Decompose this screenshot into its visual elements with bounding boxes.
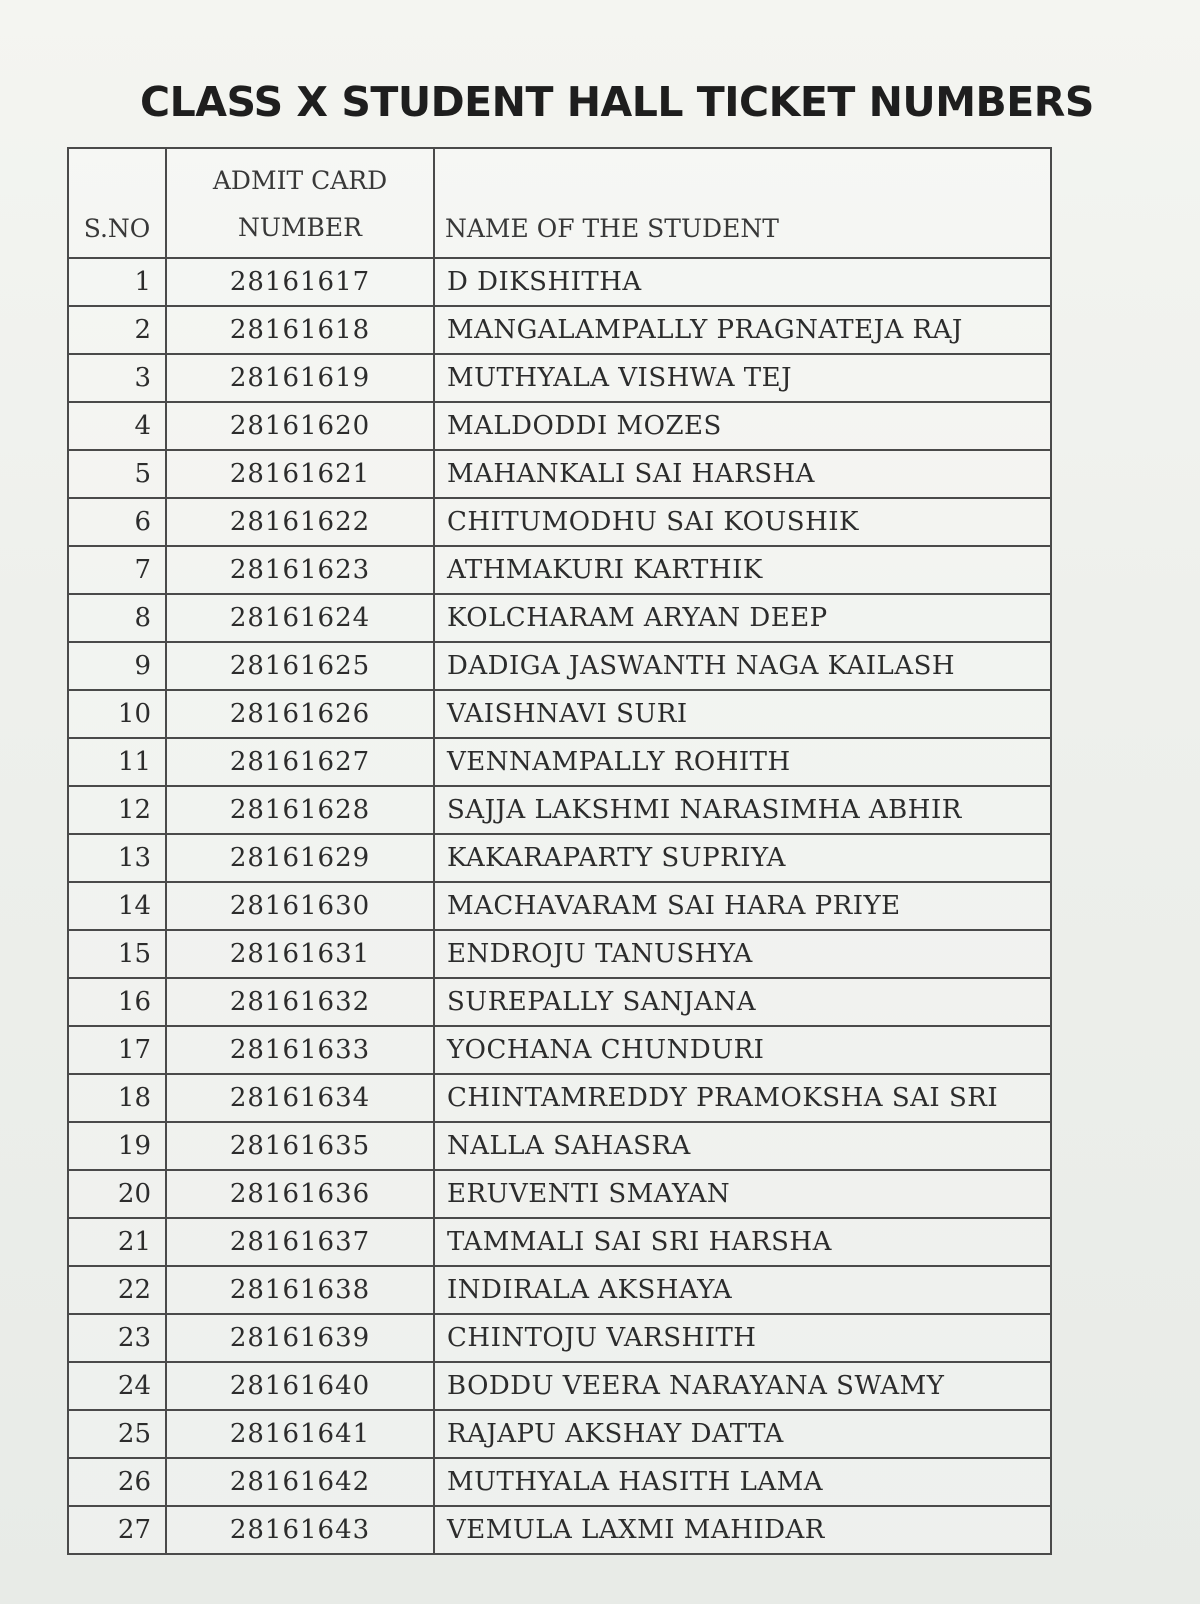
table-row: [68, 258, 1051, 306]
admit-card-number-cell: 28161641: [166, 1410, 434, 1458]
serial-number-cell: 12: [68, 786, 166, 834]
serial-number-cell: 6: [68, 498, 166, 546]
serial-number-cell: 2: [68, 306, 166, 354]
admit-card-number-cell: 28161633: [166, 1026, 434, 1074]
serial-number-cell: 26: [68, 1458, 166, 1506]
admit-card-number-cell: 28161626: [166, 690, 434, 738]
student-name-cell: MANGALAMPALLY PRAGNATEJA RAJ: [434, 306, 1051, 354]
table-row: [68, 1218, 1051, 1266]
student-name-cell: BODDU VEERA NARAYANA SWAMY: [434, 1362, 1051, 1410]
serial-number-cell: 22: [68, 1266, 166, 1314]
table-row: [68, 1410, 1051, 1458]
student-name-cell: ENDROJU TANUSHYA: [434, 930, 1051, 978]
serial-number-cell: 19: [68, 1122, 166, 1170]
serial-number-cell: 25: [68, 1410, 166, 1458]
table-row: [68, 1458, 1051, 1506]
table-row: [68, 690, 1051, 738]
admit-card-number-cell: 28161630: [166, 882, 434, 930]
table-row: [68, 1314, 1051, 1362]
serial-number-cell: 24: [68, 1362, 166, 1410]
serial-number-cell: 27: [68, 1506, 166, 1554]
student-name-cell: TAMMALI SAI SRI HARSHA: [434, 1218, 1051, 1266]
admit-card-number-cell: 28161632: [166, 978, 434, 1026]
student-name-cell: MUTHYALA HASITH LAMA: [434, 1458, 1051, 1506]
serial-number-cell: 15: [68, 930, 166, 978]
hall-ticket-table: [67, 147, 1052, 1555]
table-row: [68, 450, 1051, 498]
student-name-cell: KAKARAPARTY SUPRIYA: [434, 834, 1051, 882]
admit-header-line-1: ADMIT CARD: [212, 166, 388, 195]
serial-number-cell: 23: [68, 1314, 166, 1362]
student-name-cell: MALDODDI MOZES: [434, 402, 1051, 450]
serial-number-cell: 18: [68, 1074, 166, 1122]
student-name-cell: DADIGA JASWANTH NAGA KAILASH: [434, 642, 1051, 690]
table-row: [68, 1074, 1051, 1122]
column-header-student-name: NAME OF THE STUDENT: [434, 148, 1051, 258]
admit-card-number-cell: 28161625: [166, 642, 434, 690]
admit-card-number-cell: 28161635: [166, 1122, 434, 1170]
admit-card-number-cell: 28161618: [166, 306, 434, 354]
table-row: [68, 1122, 1051, 1170]
admit-card-number-cell: 28161639: [166, 1314, 434, 1362]
serial-number-cell: 14: [68, 882, 166, 930]
admit-card-number-cell: 28161637: [166, 1218, 434, 1266]
table-row: [68, 402, 1051, 450]
student-name-cell: RAJAPU AKSHAY DATTA: [434, 1410, 1051, 1458]
table-row: [68, 354, 1051, 402]
admit-card-number-cell: 28161620: [166, 402, 434, 450]
admit-card-number-cell: 28161623: [166, 546, 434, 594]
admit-header-line-2: NUMBER: [238, 213, 362, 242]
table-row: [68, 498, 1051, 546]
serial-number-cell: 21: [68, 1218, 166, 1266]
serial-number-cell: 4: [68, 402, 166, 450]
admit-card-number-cell: 28161634: [166, 1074, 434, 1122]
document-title: CLASS X STUDENT HALL TICKET NUMBERS: [140, 78, 1094, 126]
admit-card-number-cell: 28161619: [166, 354, 434, 402]
student-name-cell: VEMULA LAXMI MAHIDAR: [434, 1506, 1051, 1554]
serial-number-cell: 20: [68, 1170, 166, 1218]
table-row: [68, 930, 1051, 978]
admit-card-number-cell: 28161622: [166, 498, 434, 546]
student-name-cell: CHINTOJU VARSHITH: [434, 1314, 1051, 1362]
serial-number-cell: 11: [68, 738, 166, 786]
admit-card-number-cell: 28161628: [166, 786, 434, 834]
student-name-cell: INDIRALA AKSHAYA: [434, 1266, 1051, 1314]
serial-number-cell: 16: [68, 978, 166, 1026]
header-row: [68, 148, 1051, 258]
column-header-admit-card-number: [166, 148, 434, 258]
column-header-sno: S.NO: [68, 148, 166, 258]
table-row: [68, 834, 1051, 882]
serial-number-cell: 5: [68, 450, 166, 498]
admit-card-number-cell: 28161640: [166, 1362, 434, 1410]
table-row: [68, 1266, 1051, 1314]
table-row: [68, 978, 1051, 1026]
table-row: [68, 1026, 1051, 1074]
serial-number-cell: 17: [68, 1026, 166, 1074]
student-name-cell: YOCHANA CHUNDURI: [434, 1026, 1051, 1074]
student-name-cell: VENNAMPALLY ROHITH: [434, 738, 1051, 786]
student-name-cell: CHITUMODHU SAI KOUSHIK: [434, 498, 1051, 546]
table-row: [68, 786, 1051, 834]
serial-number-cell: 9: [68, 642, 166, 690]
student-name-cell: MUTHYALA VISHWA TEJ: [434, 354, 1051, 402]
admit-card-number-cell: 28161621: [166, 450, 434, 498]
student-name-cell: ERUVENTI SMAYAN: [434, 1170, 1051, 1218]
table-row: [68, 306, 1051, 354]
admit-card-number-cell: 28161629: [166, 834, 434, 882]
table-row: [68, 1506, 1051, 1554]
student-name-cell: D DIKSHITHA: [434, 258, 1051, 306]
table-row: [68, 546, 1051, 594]
student-name-cell: KOLCHARAM ARYAN DEEP: [434, 594, 1051, 642]
admit-card-number-cell: 28161617: [166, 258, 434, 306]
student-name-cell: MAHANKALI SAI HARSHA: [434, 450, 1051, 498]
admit-card-number-cell: 28161643: [166, 1506, 434, 1554]
admit-card-number-cell: 28161624: [166, 594, 434, 642]
student-name-cell: NALLA SAHASRA: [434, 1122, 1051, 1170]
admit-card-number-cell: 28161638: [166, 1266, 434, 1314]
student-name-cell: SAJJA LAKSHMI NARASIMHA ABHIR: [434, 786, 1051, 834]
admit-card-number-cell: 28161627: [166, 738, 434, 786]
serial-number-cell: 3: [68, 354, 166, 402]
admit-card-number-cell: 28161631: [166, 930, 434, 978]
table-row: [68, 738, 1051, 786]
student-name-cell: CHINTAMREDDY PRAMOKSHA SAI SRI: [434, 1074, 1051, 1122]
student-name-cell: MACHAVARAM SAI HARA PRIYE: [434, 882, 1051, 930]
serial-number-cell: 13: [68, 834, 166, 882]
student-name-cell: ATHMAKURI KARTHIK: [434, 546, 1051, 594]
admit-card-number-cell: 28161642: [166, 1458, 434, 1506]
student-name-cell: SUREPALLY SANJANA: [434, 978, 1051, 1026]
serial-number-cell: 10: [68, 690, 166, 738]
admit-card-number-cell: 28161636: [166, 1170, 434, 1218]
table-row: [68, 1362, 1051, 1410]
table-row: [68, 594, 1051, 642]
serial-number-cell: 7: [68, 546, 166, 594]
serial-number-cell: 1: [68, 258, 166, 306]
table-header: [68, 148, 1051, 258]
table-row: [68, 642, 1051, 690]
table-row: [68, 1170, 1051, 1218]
table-body: [68, 258, 1051, 1554]
serial-number-cell: 8: [68, 594, 166, 642]
table-row: [68, 882, 1051, 930]
student-name-cell: VAISHNAVI SURI: [434, 690, 1051, 738]
